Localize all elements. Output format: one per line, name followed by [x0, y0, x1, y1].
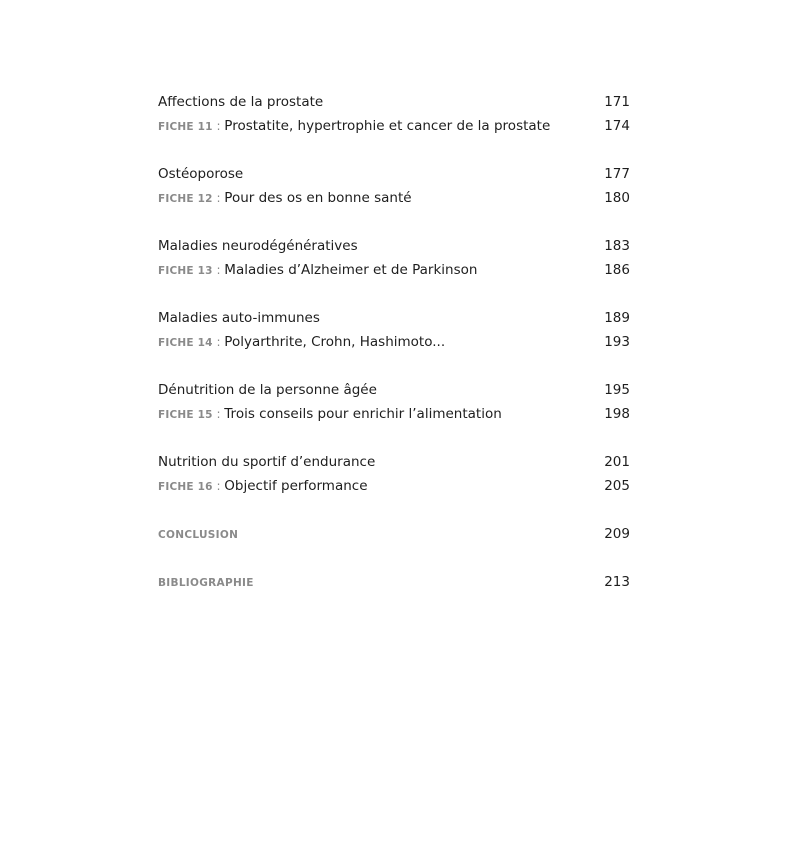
page-number: 205: [604, 478, 630, 494]
page-number: 195: [604, 382, 630, 398]
bibliographie-title: BIBLIOGRAPHIE: [158, 577, 254, 589]
fiche-title: Polyarthrite, Crohn, Hashimoto...: [224, 334, 446, 350]
chapter-title: Ostéoporose: [158, 166, 244, 182]
page-number: 198: [604, 406, 630, 422]
chapter-title: Maladies auto-immunes: [158, 310, 320, 326]
chapter-title: Affections de la prostate: [158, 94, 324, 110]
toc-chapter-row[interactable]: [158, 166, 630, 190]
page-number: 183: [604, 238, 630, 254]
toc-fiche-row[interactable]: [158, 118, 630, 142]
toc-section-neuro: [158, 238, 630, 286]
fiche-separator: :: [212, 407, 225, 421]
page-number: 189: [604, 310, 630, 326]
toc-chapter-row[interactable]: [158, 454, 630, 478]
chapter-title: Nutrition du sportif d’endurance: [158, 454, 376, 470]
page-number: 174: [604, 118, 630, 134]
page-number: 177: [604, 166, 630, 182]
fiche-separator: :: [212, 263, 225, 277]
fiche-title: Trois conseils pour enrichir l’alimentation: [224, 406, 502, 422]
toc-section-osteoporose: [158, 166, 630, 214]
toc-chapter-row[interactable]: [158, 238, 630, 262]
fiche-title: Maladies d’Alzheimer et de Parkinson: [224, 262, 478, 278]
toc-conclusion-row[interactable]: [158, 526, 630, 550]
fiche-label: FICHE 16: [158, 481, 213, 493]
fiche-label: FICHE 12: [158, 193, 213, 205]
toc-section-denutrition: [158, 382, 630, 430]
conclusion-title: CONCLUSION: [158, 529, 239, 541]
toc-chapter-row[interactable]: [158, 310, 630, 334]
page-number: 171: [604, 94, 630, 110]
fiche-label: FICHE 14: [158, 337, 213, 349]
page-number: 180: [604, 190, 630, 206]
toc-section-conclusion: [158, 526, 630, 550]
page-number: 213: [604, 574, 630, 590]
toc-fiche-row[interactable]: [158, 190, 630, 214]
toc-fiche-row[interactable]: [158, 334, 630, 358]
fiche-separator: :: [212, 119, 225, 133]
page-number: 201: [604, 454, 630, 470]
fiche-label: FICHE 13: [158, 265, 213, 277]
fiche-title: Prostatite, hypertrophie et cancer de la prostate: [224, 118, 551, 134]
toc-section-prostate: [158, 94, 630, 142]
fiche-label: FICHE 15: [158, 409, 213, 421]
fiche-title: Pour des os en bonne santé: [224, 190, 412, 206]
toc-fiche-row[interactable]: [158, 262, 630, 286]
fiche-separator: :: [212, 191, 225, 205]
chapter-title: Dénutrition de la personne âgée: [158, 382, 377, 398]
fiche-separator: :: [212, 479, 225, 493]
chapter-title: Maladies neurodégénératives: [158, 238, 358, 254]
page-number: 209: [604, 526, 630, 542]
toc-fiche-row[interactable]: [158, 478, 630, 502]
page-number: 186: [604, 262, 630, 278]
fiche-separator: :: [212, 335, 225, 349]
toc-chapter-row[interactable]: [158, 94, 630, 118]
page-number: 193: [604, 334, 630, 350]
fiche-title: Objectif performance: [224, 478, 368, 494]
toc-bibliographie-row[interactable]: [158, 574, 630, 598]
fiche-label: FICHE 11: [158, 121, 213, 133]
toc-section-sportif: [158, 454, 630, 502]
toc-section-auto-immunes: [158, 310, 630, 358]
toc-chapter-row[interactable]: [158, 382, 630, 406]
table-of-contents: [158, 94, 630, 622]
toc-fiche-row[interactable]: [158, 406, 630, 430]
toc-section-bibliographie: [158, 574, 630, 598]
